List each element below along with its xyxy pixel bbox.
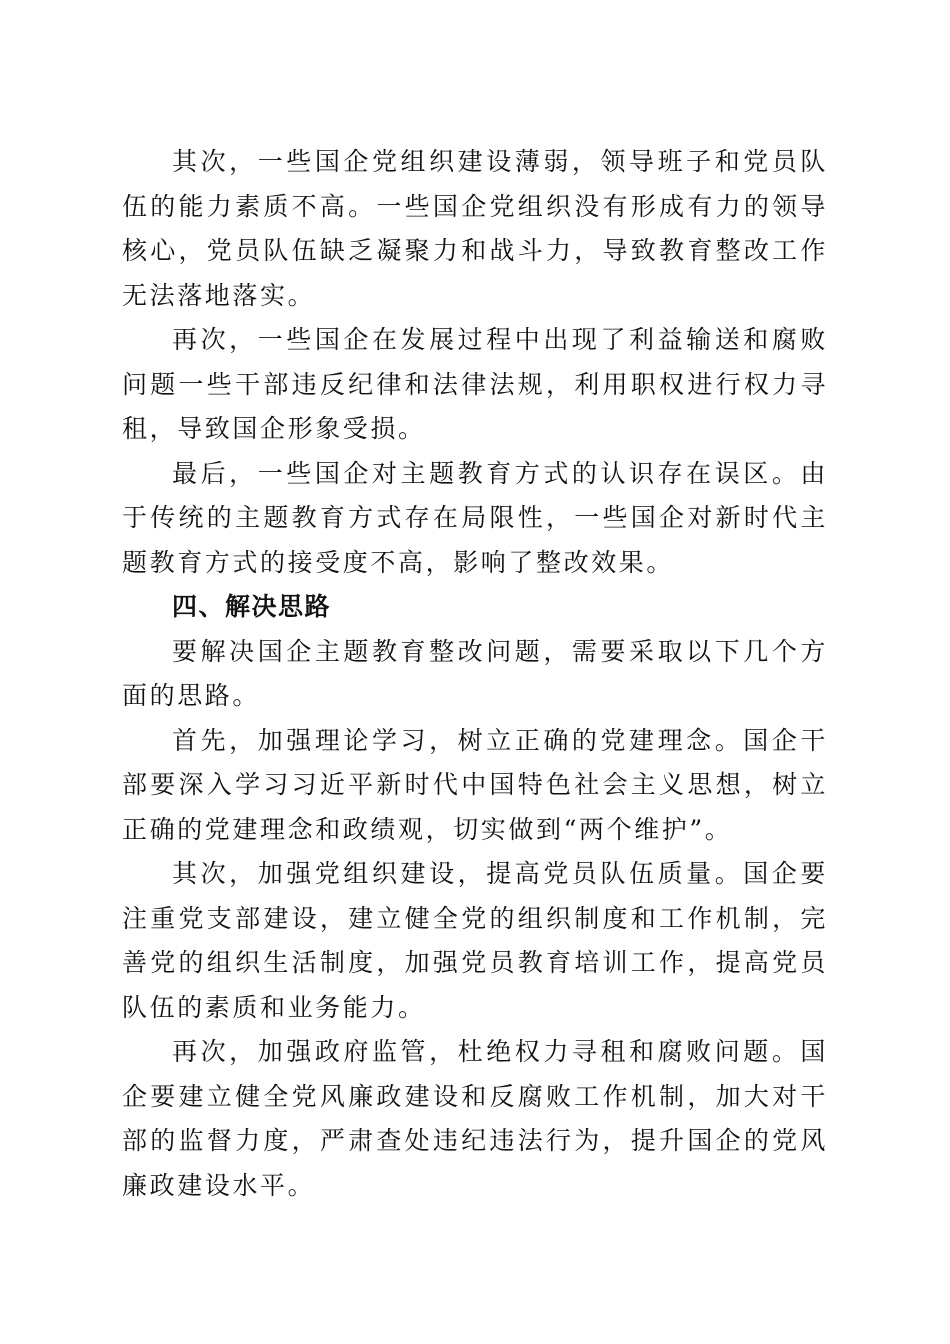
paragraph-organization-building: 其次，加强党组织建设，提高党员队伍质量。国企要注重党支部建设，建立健全党的组织制度和工作机制，完善党的组织生活制度，加强党员教育培训工作，提高党员队伍的素质和业务能力。 [122, 859, 828, 1022]
document-body [122, 140, 828, 1208]
paragraph-theory-study: 首先，加强理论学习，树立正确的党建理念。国企干部要深入学习习近平新时代中国特色社会主义思想，树立正确的党建理念和政绩观，切实做到“两个维护”。 [122, 725, 828, 844]
paragraph-education-misunderstanding: 最后，一些国企对主题教育方式的认识存在误区。由于传统的主题教育方式存在局限性，一些国企对新时代主题教育方式的接受度不高，影响了整改效果。 [122, 458, 828, 577]
section-heading-solutions: 四、解决思路 [172, 592, 332, 621]
paragraph-solutions-intro: 要解决国企主题教育整改问题，需要采取以下几个方面的思路。 [122, 636, 828, 710]
paragraph-corruption-issues: 再次，一些国企在发展过程中出现了利益输送和腐败问题一些干部违反纪律和法律法规，利用职权进行权力寻租，导致国企形象受损。 [122, 325, 828, 443]
paragraph-government-supervision: 再次，加强政府监管，杜绝权力寻租和腐败问题。国企要建立健全党风廉政建设和反腐败工作机制，加大对干部的监督力度，严肃查处违纪违法行为，提升国企的党风廉政建设水平。 [122, 1037, 828, 1200]
paragraph-party-organization-weak: 其次，一些国企党组织建设薄弱，领导班子和党员队伍的能力素质不高。一些国企党组织没有形成有力的领导核心，党员队伍缺乏凝聚力和战斗力，导致教育整改工作无法落地落实。 [122, 147, 828, 310]
